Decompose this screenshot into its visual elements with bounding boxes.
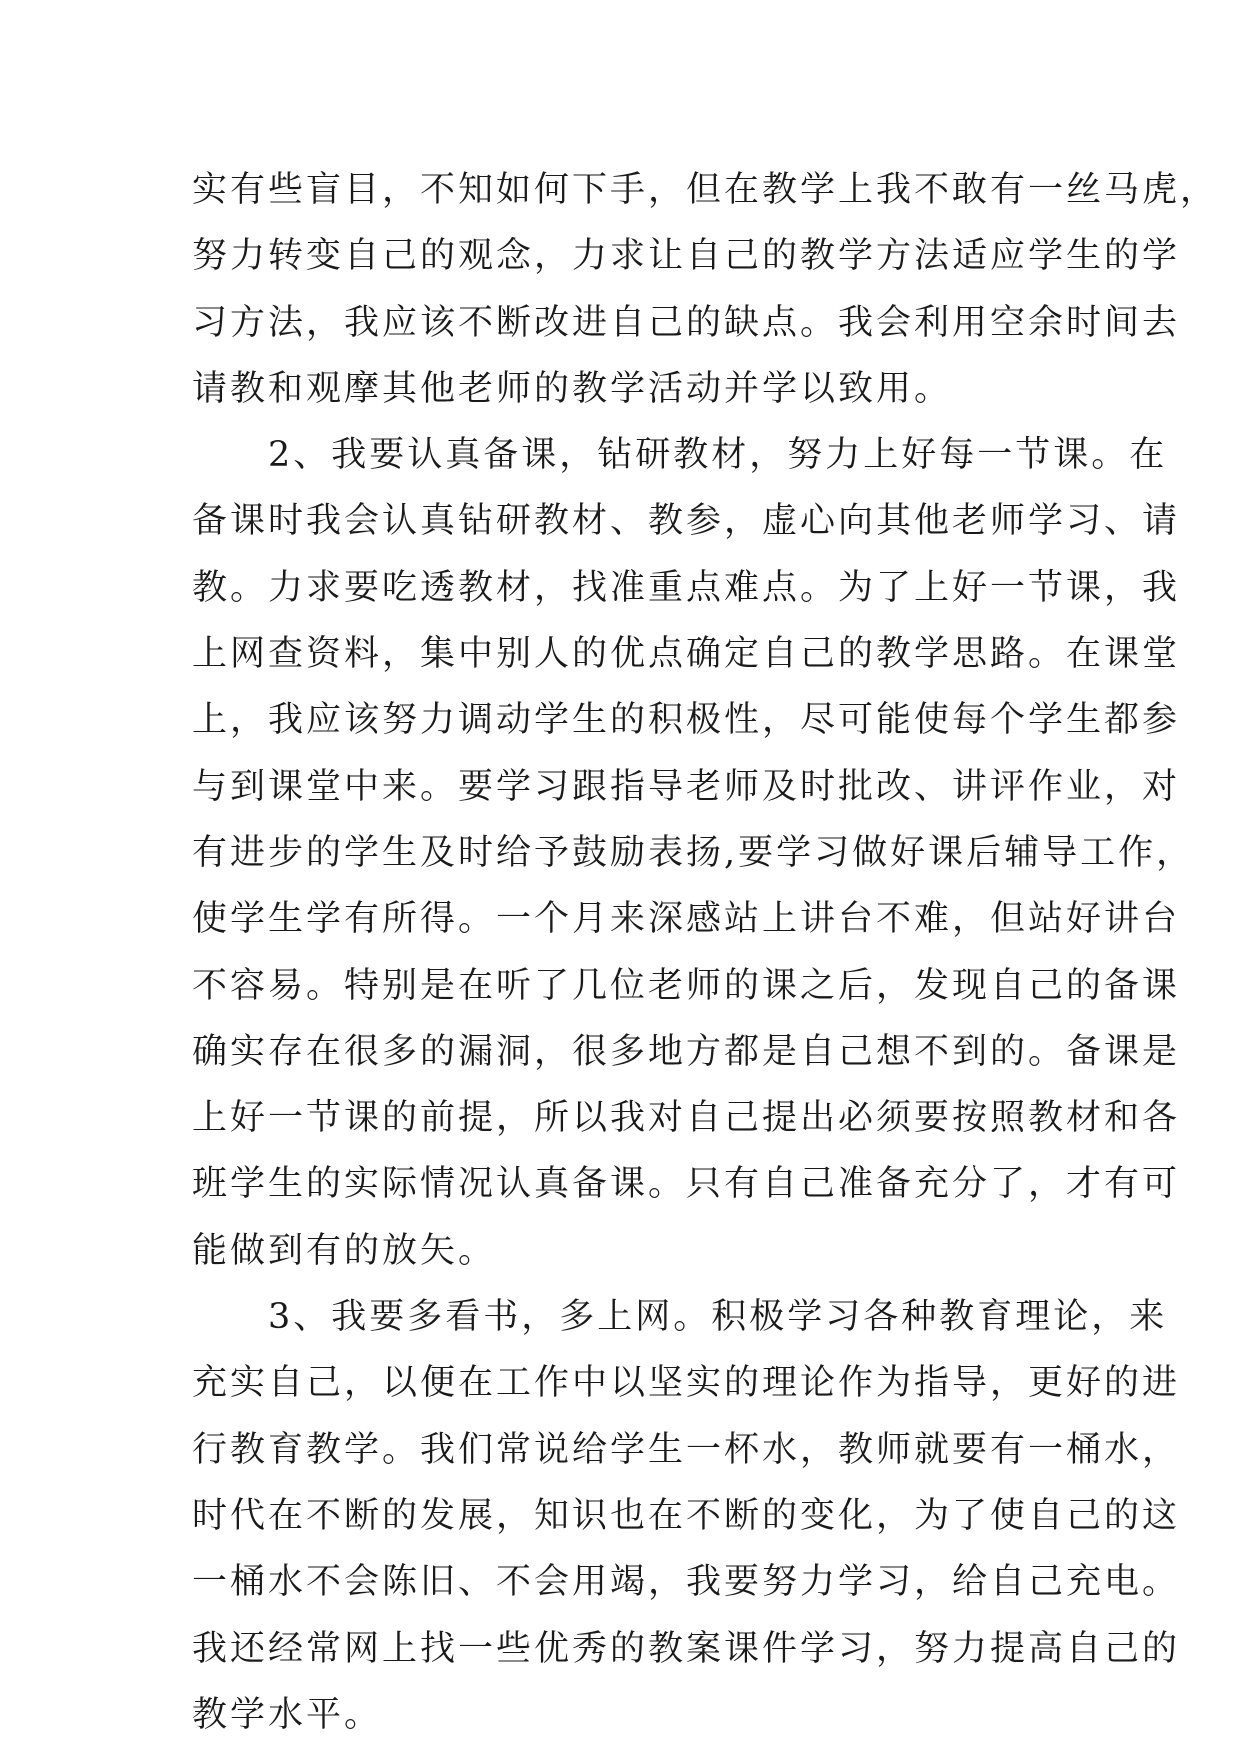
text-line: 教学水平。 xyxy=(192,1694,383,1735)
text-line: 时代在不断的发展，知识也在不断的变化，为了使自己的这 xyxy=(192,1495,1181,1536)
text-line: 与到课堂中来。要学习跟指导老师及时批改、讲评作业，对 xyxy=(192,766,1181,807)
text-line: 能做到有的放矢。 xyxy=(192,1230,497,1271)
text-line: 教。力求要吃透教材，找准重点难点。为了上好一节课，我 xyxy=(192,567,1181,608)
text-line: 备课时我会认真钻研教材、教参，虚心向其他老师学习、请 xyxy=(192,501,1181,542)
text-line: 班学生的实际情况认真备课。只有自己准备充分了，才有可 xyxy=(192,1164,1181,1205)
text-line: 有进步的学生及时给予鼓励表扬,要学习做好课后辅导工作， xyxy=(192,832,1195,873)
text-line: 不容易。特别是在听了几位老师的课之后，发现自己的备课 xyxy=(192,965,1181,1006)
text-line: 请教和观摩其他老师的教学活动并学以致用。 xyxy=(192,368,953,409)
text-line: 行教育教学。我们常说给学生一杯水，教师就要有一桶水， xyxy=(192,1429,1181,1470)
text-line: 上，我应该努力调动学生的积极性，尽可能使每个学生都参 xyxy=(192,700,1181,741)
text-line: 上好一节课的前提，所以我对自己提出必须要按照教材和各 xyxy=(192,1098,1181,1139)
document-body xyxy=(192,157,1219,1748)
text-line: 上网查资料，集中别人的优点确定自己的教学思路。在课堂 xyxy=(192,634,1181,675)
text-line: 确实存在很多的漏洞，很多地方都是自己想不到的。备课是 xyxy=(192,1031,1181,1072)
text-line: 一桶水不会陈旧、不会用竭，我要努力学习，给自己充电。 xyxy=(192,1562,1181,1603)
text-line: 实有些盲目，不知如何下手，但在教学上我不敢有一丝马虎， xyxy=(192,170,1219,210)
text-line: 努力转变自己的观念，力求让自己的教学方法适应学生的学 xyxy=(192,236,1181,277)
text-line: 使学生学有所得。一个月来深感站上讲台不难，但站好讲台 xyxy=(192,899,1181,940)
text-line: 我还经常网上找一些优秀的教案课件学习，努力提高自己的 xyxy=(192,1628,1181,1669)
text-line: 充实自己，以便在工作中以坚实的理论作为指导，更好的进 xyxy=(192,1363,1181,1404)
paragraph-start-line: 3、我要多看书，多上网。积极学习各种教育理论，来 xyxy=(268,1297,1168,1338)
text-line: 习方法，我应该不断改进自己的缺点。我会利用空余时间去 xyxy=(192,302,1181,343)
paragraph-start-line: 2、我要认真备课，钻研教材，努力上好每一节课。在 xyxy=(268,435,1168,476)
